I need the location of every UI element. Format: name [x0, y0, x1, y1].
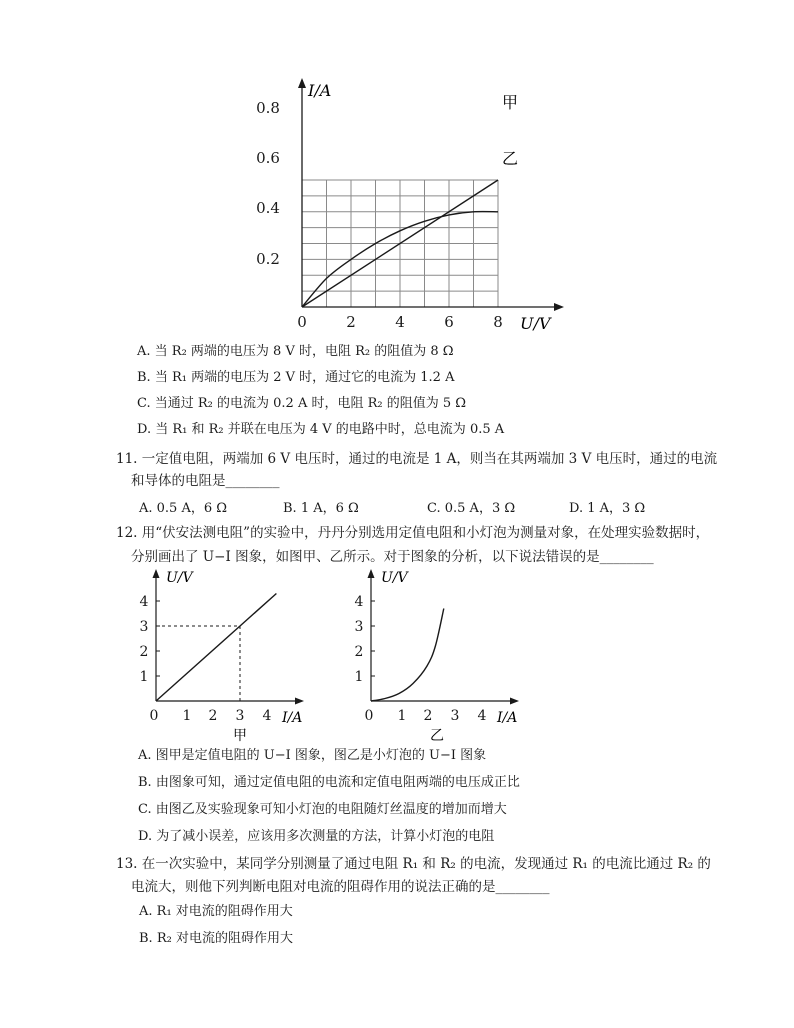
q10-option-c: C. 当通过 R₂ 的电流为 0.2 A 时，电阻 R₂ 的阻值为 5 Ω: [137, 396, 467, 411]
q11-option-b: B. 1 A，6 Ω: [283, 501, 359, 516]
y-tick: 4: [139, 594, 149, 610]
q12-option-a: A. 图甲是定值电阻的 U−I 图象，图乙是小灯泡的 U−I 图象: [138, 748, 487, 763]
x-tick: 0: [149, 708, 159, 724]
x-tick: 2: [346, 313, 356, 331]
x-tick: 3: [450, 708, 460, 724]
x-axis-label: I/A: [282, 710, 303, 726]
x-tick: 2: [423, 708, 433, 724]
curve-lamp: [371, 609, 444, 702]
y-axis-arrow: [153, 569, 160, 578]
q11-stem-line1: 11. 一定值电阻，两端加 6 V 电压时，通过的电流是 1 A，则当在其两端加 3 V 电压时，通过的电流: [116, 451, 718, 467]
y-tick: 0.4: [256, 199, 280, 217]
x-tick: 4: [477, 708, 487, 724]
x-tick: 0: [364, 708, 374, 724]
graph-caption: 乙: [430, 728, 444, 744]
x-tick: 8: [493, 313, 503, 331]
series-yi-label: 乙: [502, 149, 519, 168]
q12-option-b: B. 由图象可知，通过定值电阻的电流和定值电阻两端的电压成正比: [138, 775, 520, 790]
x-axis-arrow: [554, 303, 564, 311]
q11-option-c: C. 0.5 A，3 Ω: [427, 501, 516, 516]
y-axis-arrow: [368, 569, 375, 578]
y-tick: 1: [354, 669, 364, 685]
series-jia-label: 甲: [502, 93, 519, 112]
q10-option-a: A. 当 R₂ 两端的电压为 8 V 时，电阻 R₂ 的阻值为 8 Ω: [137, 344, 454, 359]
x-tick: 2: [208, 708, 218, 724]
y-tick: 1: [139, 669, 149, 685]
x-tick: 0: [297, 313, 307, 331]
q10-option-d: D. 当 R₁ 和 R₂ 并联在电压为 4 V 的电路中时，总电流为 0.5 A: [137, 422, 505, 437]
x-tick: 4: [262, 708, 272, 724]
x-tick: 4: [395, 313, 405, 331]
x-tick: 3: [235, 708, 245, 724]
y-tick: 0.8: [256, 99, 280, 117]
q12-option-d: D. 为了减小误差，应该用多次测量的方法，计算小灯泡的电阻: [138, 829, 495, 844]
line-fixed-resistor: [156, 594, 276, 702]
x-tick: 1: [397, 708, 407, 724]
q13-option-b: B. R₂ 对电流的阻碍作用大: [139, 931, 293, 946]
y-tick: 2: [354, 644, 364, 660]
q12-stem-line2: 分别画出了 U−I 图象，如图甲、乙所示。对于图象的分析，以下说法错误的是________: [131, 549, 654, 565]
q12-stem-line1: 12. 用“伏安法测电阻”的实验中，丹丹分别选用定值电阻和小灯泡为测量对象，在处理实验数据时，: [116, 525, 710, 541]
y-axis-label: I/A: [308, 81, 332, 100]
y-tick: 2: [139, 644, 149, 660]
graph-jia: [136, 565, 316, 745]
x-axis-label: I/A: [497, 710, 518, 726]
q11-option-a: A. 0.5 A，6 Ω: [139, 501, 228, 516]
x-axis-arrow: [510, 698, 519, 705]
x-tick: 6: [444, 313, 454, 331]
q11-option-d: D. 1 A，3 Ω: [569, 501, 646, 516]
q11-stem-line2: 和导体的电阻是________: [131, 473, 280, 489]
y-tick: 0.6: [256, 149, 280, 167]
y-tick: 3: [354, 619, 364, 635]
q13-stem-line1: 13. 在一次实验中，某同学分别测量了通过电阻 R₁ 和 R₂ 的电流，发现通过 R₁ 的电流比通过 R₂ 的: [116, 856, 711, 872]
q13-stem-line2: 电流大，则他下列判断电阻对电流的阻碍作用的说法正确的是________: [131, 879, 550, 895]
x-axis-label: U/V: [520, 314, 551, 333]
x-axis-arrow: [295, 698, 304, 705]
y-axis-arrow: [298, 78, 306, 88]
q10-option-b: B. 当 R₁ 两端的电压为 2 V 时，通过它的电流为 1.2 A: [137, 370, 455, 385]
q13-option-a: A. R₁ 对电流的阻碍作用大: [139, 904, 293, 919]
graph-yi: [351, 565, 531, 745]
q12-option-c: C. 由图乙及实验现象可知小灯泡的电阻随灯丝温度的增加而增大: [138, 802, 507, 817]
y-tick: 4: [354, 594, 364, 610]
x-tick: 1: [182, 708, 192, 724]
y-tick: 3: [139, 619, 149, 635]
y-axis-label: U/V: [166, 570, 193, 586]
iu-graph: [128, 74, 551, 336]
y-axis-label: U/V: [381, 570, 408, 586]
y-tick: 0.2: [256, 250, 280, 268]
graph-caption: 甲: [233, 728, 247, 744]
